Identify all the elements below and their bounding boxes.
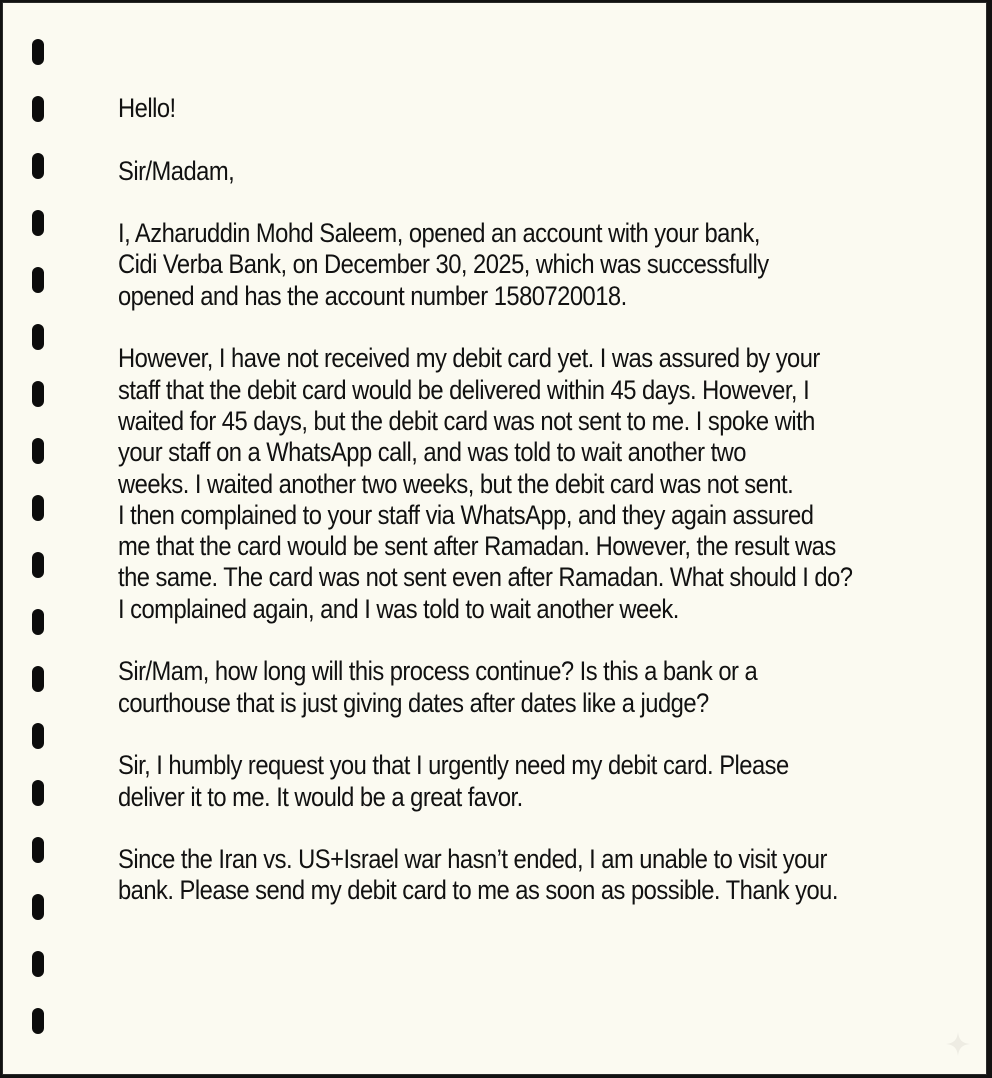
binder-hole <box>32 96 44 122</box>
binder-hole <box>32 837 44 863</box>
binder-hole <box>32 609 44 635</box>
text-line: me that the card would be sent after Ramadan. However, the result was <box>118 531 836 562</box>
text-line: Sir, I humbly request you that I urgently need my debit card. Please <box>118 750 789 781</box>
binder-hole <box>32 552 44 578</box>
paragraph-debit-card-delay <box>118 343 958 625</box>
text-line: opened and has the account number 1580720018. <box>118 280 627 311</box>
text-line: deliver it to me. It would be a great favor. <box>118 781 523 812</box>
text-line: I then complained to your staff via WhatsApp, and they again assured <box>118 499 814 530</box>
text-line: I, Azharuddin Mohd Saleem, opened an account with your bank, <box>118 218 760 249</box>
paragraph-request <box>118 750 958 813</box>
binder-hole <box>32 951 44 977</box>
sparkle-icon <box>944 1030 972 1058</box>
text-line: staff that the debit card would be delivered within 45 days. However, I <box>118 374 810 405</box>
salutation: Sir/Madam, <box>118 155 235 186</box>
binder-hole <box>32 780 44 806</box>
text-line: Since the Iran vs. US+Israel war hasn’t ended, I am unable to visit your <box>118 844 827 875</box>
binder-hole <box>32 267 44 293</box>
binder-hole <box>32 153 44 179</box>
binder-hole <box>32 666 44 692</box>
text-line: your staff on a WhatsApp call, and was told to wait another two <box>118 437 746 468</box>
text-line: the same. The card was not sent even after Ramadan. What should I do? <box>118 562 853 593</box>
greeting: Hello! <box>118 93 176 123</box>
binder-hole <box>32 438 44 464</box>
text-line: Sir/Mam, how long will this process continue? Is this a bank or a <box>118 656 758 687</box>
text-line: Cidi Verba Bank, on December 30, 2025, which was successfully <box>118 249 769 280</box>
binder-hole <box>32 381 44 407</box>
binder-hole <box>32 723 44 749</box>
paragraph-complaint-question <box>118 656 958 719</box>
text-line: I complained again, and I was told to wait another week. <box>118 593 679 624</box>
letter-body <box>118 93 857 938</box>
binder-hole <box>32 210 44 236</box>
binder-holes <box>3 3 83 1074</box>
paragraph-closing <box>118 844 958 907</box>
text-line: However, I have not received my debit card yet. I was assured by your <box>118 343 820 374</box>
text-line: bank. Please send my debit card to me as soon as possible. Thank you. <box>118 875 838 906</box>
text-line: waited for 45 days, but the debit card was not sent to me. I spoke with <box>118 405 815 436</box>
binder-hole <box>32 39 44 65</box>
letter-page <box>2 2 987 1075</box>
text-line: weeks. I waited another two weeks, but the debit card was not sent. <box>118 468 794 499</box>
binder-hole <box>32 1008 44 1034</box>
binder-hole <box>32 495 44 521</box>
text-line: courthouse that is just giving dates after dates like a judge? <box>118 687 709 718</box>
binder-hole <box>32 894 44 920</box>
binder-hole <box>32 324 44 350</box>
paragraph-account-opening <box>118 218 958 312</box>
